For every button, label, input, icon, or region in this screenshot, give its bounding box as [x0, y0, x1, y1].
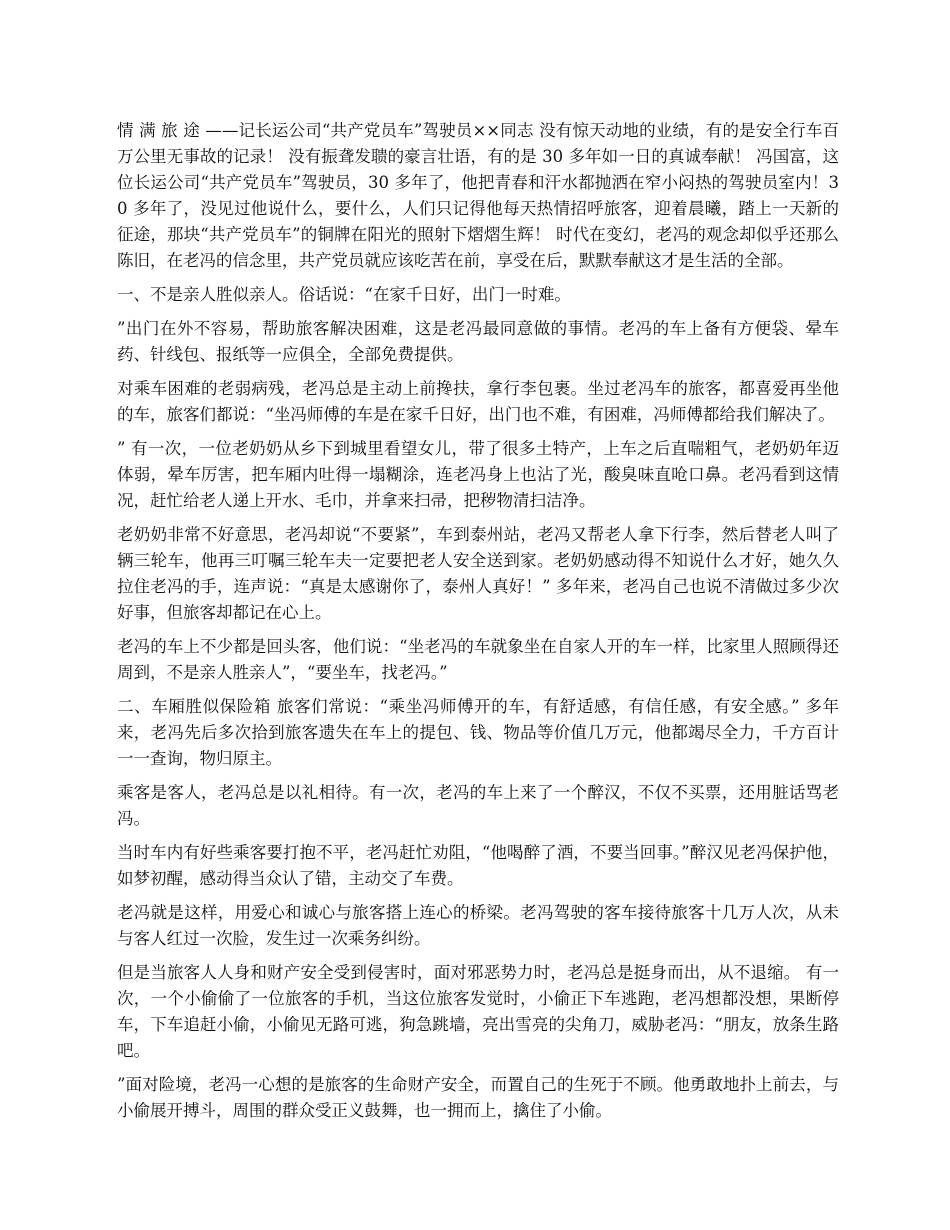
paragraph: 老冯的车上不少都是回头客，他们说：“坐老冯的车就象坐在自家人开的车一样，比家里人照顾得还周到，不是亲人胜亲人”，“要坐车，找老冯。” [117, 637, 839, 682]
paragraph: ”出门在外不容易，帮助旅客解决困难，这是老冯最同意做的事情。老冯的车上备有方便袋、晕车药、针线包、报纸等一应俱全，全部免费提供。 [117, 319, 839, 364]
paragraph: 对乘车困难的老弱病残，老冯总是主动上前搀扶，拿行李包裹。坐过老冯车的旅客，都喜爱再坐他的车，旅客们都说：“坐冯师傅的车是在家千日好，出门也不难，有困难，冯师傅都给我们解决了。 [117, 379, 839, 424]
paragraph: 老冯就是这样，用爱心和诚心与旅客搭上连心的桥梁。老冯驾驶的客车接待旅客十几万人次，从未与客人红过一次脸，发生过一次乘务纠纷。 [117, 903, 839, 948]
paragraph: ”面对险境，老冯一心想的是旅客的生命财产安全，而置自己的生死于不顾。他勇敢地扑上前去，与小偷展开搏斗，周围的群众受正义鼓舞，也一拥而上，擒住了小偷。 [117, 1075, 839, 1120]
paragraph: 当时车内有好些乘客要打抱不平，老冯赶忙劝阻，“他喝醉了酒，不要当回事。”醉汉见老冯保护他，如梦初醒，感动得当众认了错，主动交了车费。 [117, 843, 839, 888]
paragraph: 乘客是客人，老冯总是以礼相待。有一次，老冯的车上来了一个醉汉，不仅不买票，还用脏话骂老冯。 [117, 783, 839, 828]
paragraph: ” 有一次，一位老奶奶从乡下到城里看望女儿，带了很多土特产，上车之后直喘粗气，老奶奶年迈体弱，晕车厉害，把车厢内吐得一塌糊涂，连老冯身上也沾了光，酸臭味直呛口鼻。老冯看到这情况，赶忙给老人递上开水、毛巾，并拿来扫帚，把秽物清扫洁净。 [117, 439, 839, 510]
paragraph-section-two-heading: 二、车厢胜似保险箱 旅客们常说：“乘坐冯师傅开的车，有舒适感，有信任感，有安全感。” 多年来，老冯先后多次拾到旅客遗失在车上的提包、钱、物品等价值几万元，他都竭尽全力，千方百计一一查询，物归原主。 [117, 697, 839, 768]
paragraph: 但是当旅客人人身和财产安全受到侵害时，面对邪恶势力时，老冯总是挺身而出，从不退缩。 有一次，一个小偷偷了一位旅客的手机，当这位旅客发觉时，小偷正下车逃跑，老冯想都没想，果断停车，下车追赶小偷，小偷见无路可逃，狗急跳墙，亮出雪亮的尖角刀，威胁老冯：“朋友，放条生路吧。 [117, 963, 839, 1060]
paragraph-intro: 情 满 旅 途 ——记长运公司“共产党员车”驾驶员××同志 没有惊天动地的业绩，有的是安全行车百万公里无事故的记录！ 没有振聋发聩的豪言壮语，有的是 30 多年如一日的真诚奉献！ 冯国富，这位长运公司“共产党员车”驾驶员，30 多年了，他把青春和汗水都抛洒在窄小闷热的驾驶员室内！30 多年了，没见过他说什么，要什么，人们只记得他每天热情招呼旅客，迎着晨曦，踏上一天新的征途，那块“共产党员车”的铜牌在阳光的照射下熠熠生辉！ 时代在变幻，老冯的观念却似乎还那么陈旧，在老冯的信念里，共产党员就应该吃苦在前，享受在后，默默奉献这才是生活的全部。 [117, 121, 839, 270]
paragraph-section-one-heading: 一、不是亲人胜似亲人。俗话说：“在家千日好，出门一时难。 [117, 285, 571, 304]
document-body [117, 118, 839, 1132]
paragraph: 老奶奶非常不好意思，老冯却说“不要紧”，车到泰州站，老冯又帮老人拿下行李，然后替老人叫了辆三轮车，他再三叮嘱三轮车夫一定要把老人安全送到家。老奶奶感动得不知说什么才好，她久久拉住老冯的手，连声说：“真是太感谢你了，泰州人真好！” 多年来，老冯自己也说不清做过多少次好事，但旅客却都记在心上。 [117, 525, 839, 622]
